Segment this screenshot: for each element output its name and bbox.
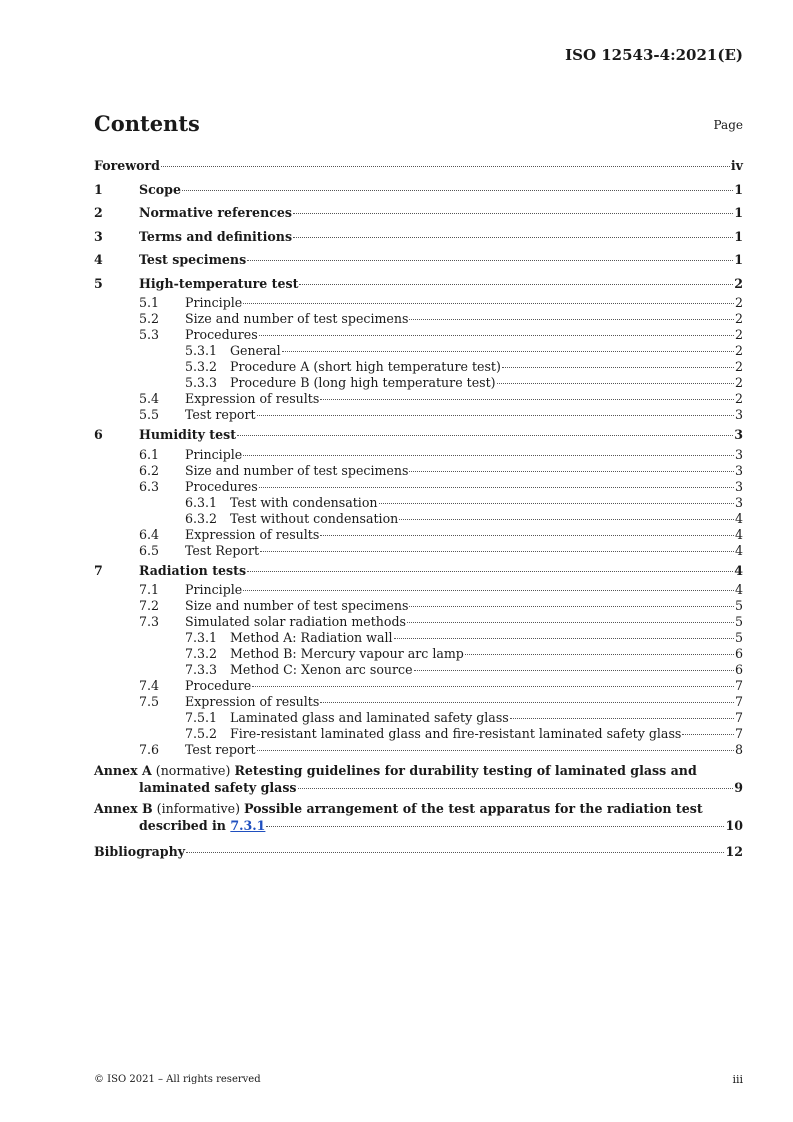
- footer-page-number: iii: [732, 1073, 743, 1086]
- annex-type: (normative): [155, 763, 231, 778]
- annex-label: Annex A: [94, 763, 152, 778]
- toc-entry[interactable]: [94, 154, 743, 178]
- toc-entry[interactable]: [94, 614, 743, 630]
- toc-entry[interactable]: [94, 511, 743, 527]
- toc-entry[interactable]: [94, 295, 743, 311]
- toc-entry-number: 5.4: [139, 391, 160, 406]
- toc-entry-title[interactable]: Method C: Xenon arc source: [230, 662, 413, 677]
- toc-entry[interactable]: [94, 359, 743, 375]
- dot-leader: [682, 734, 734, 735]
- toc-entry[interactable]: [94, 407, 743, 423]
- dot-leader: [182, 190, 733, 191]
- toc-entry-page: 6: [734, 646, 743, 661]
- toc-entry-title[interactable]: Foreword: [94, 158, 160, 173]
- toc-entry-title[interactable]: Test specimens: [139, 252, 247, 267]
- toc-entry-page: 3: [734, 462, 743, 478]
- clause-link[interactable]: 7.3.1: [230, 818, 266, 833]
- toc-entry-page: 4: [734, 562, 743, 578]
- annex-type: (informative): [156, 801, 240, 816]
- toc-entry-title[interactable]: Scope: [139, 181, 181, 197]
- toc-entry-page: 2: [734, 295, 743, 310]
- toc-entry[interactable]: [94, 248, 743, 272]
- toc-entry[interactable]: [94, 710, 743, 726]
- toc-entry-title[interactable]: Procedures: [185, 478, 258, 494]
- annex-title-continued[interactable]: laminated safety glass: [139, 780, 297, 795]
- toc-entry-title[interactable]: Principle: [185, 295, 243, 310]
- annex-page: 9: [734, 780, 743, 795]
- toc-entry-title[interactable]: Radiation tests: [139, 562, 247, 578]
- toc-entry-number: 7.4: [139, 678, 160, 693]
- toc-entry-title[interactable]: Principle: [185, 446, 243, 462]
- toc-entry-number: 6.3.1: [185, 494, 218, 510]
- dot-leader: [465, 654, 734, 655]
- toc-entry-number: 7: [94, 562, 103, 578]
- dot-leader: [379, 503, 734, 504]
- toc-entry-page: 5: [734, 614, 743, 629]
- bibliography-title[interactable]: Bibliography: [94, 844, 186, 859]
- toc-entry[interactable]: [94, 543, 743, 559]
- toc-entry[interactable]: [94, 582, 743, 598]
- toc-entry[interactable]: [94, 527, 743, 543]
- dot-leader: [259, 335, 734, 336]
- toc-entry-title[interactable]: Method B: Mercury vapour arc lamp: [230, 646, 464, 661]
- toc-entry[interactable]: [94, 646, 743, 662]
- toc-entry[interactable]: [94, 559, 743, 583]
- toc-entry[interactable]: [94, 598, 743, 614]
- toc-entry-title[interactable]: Test report: [185, 407, 256, 422]
- toc-entry-page: 7: [734, 710, 743, 725]
- toc-entry-page: 4: [734, 510, 743, 526]
- dot-leader: [247, 571, 733, 572]
- annex-title[interactable]: Retesting guidelines for durability testing of laminated glass and: [234, 763, 697, 778]
- toc-entry-page: 7: [734, 726, 743, 741]
- dot-leader: [247, 260, 733, 261]
- toc-entry-title[interactable]: Test with condensation: [230, 494, 378, 510]
- toc-entry-number: 7.3: [139, 614, 160, 629]
- toc-entry[interactable]: [94, 495, 743, 511]
- toc-entry-title[interactable]: Normative references: [139, 205, 293, 220]
- toc-entry[interactable]: [94, 463, 743, 479]
- toc-entry[interactable]: [94, 423, 743, 447]
- toc-entry-title[interactable]: Expression of results: [185, 694, 320, 709]
- toc-entry-number: 2: [94, 205, 103, 220]
- dot-leader: [257, 750, 734, 751]
- toc-entry-title[interactable]: Humidity test: [139, 427, 237, 442]
- toc-entry-number: 3: [94, 228, 103, 244]
- toc-entry-page: 7: [734, 678, 743, 693]
- toc-entry[interactable]: [94, 479, 743, 495]
- toc-entry-page: 2: [734, 275, 743, 291]
- toc-entry-page: 2: [734, 375, 743, 390]
- dot-leader: [293, 237, 733, 238]
- toc-entry-page: 2: [734, 359, 743, 374]
- toc-entry-number: 6.2: [139, 462, 160, 478]
- dot-leader: [409, 606, 734, 607]
- dot-leader: [293, 213, 733, 214]
- toc-entry-number: 5.3: [139, 327, 160, 342]
- toc-entry-number: 5.3.2: [185, 359, 218, 374]
- toc-entry[interactable]: [94, 678, 743, 694]
- toc-entry-number: 6.4: [139, 526, 160, 542]
- toc-entry[interactable]: [94, 391, 743, 407]
- bibliography-page: 12: [725, 844, 743, 859]
- toc-entry-title[interactable]: Procedures: [185, 327, 258, 342]
- dot-leader: [243, 590, 734, 591]
- toc-entry-page: 4: [734, 526, 743, 542]
- toc-entry[interactable]: [94, 311, 743, 327]
- page-column-label: Page: [713, 118, 743, 132]
- dot-leader: [510, 718, 734, 719]
- toc-entry-page: 3: [734, 494, 743, 510]
- toc-entry-number: 1: [94, 181, 103, 197]
- toc-entry-number: 4: [94, 252, 103, 267]
- toc-annex-entry[interactable]: [94, 800, 743, 834]
- toc-entry-title[interactable]: Procedure: [185, 678, 252, 693]
- toc-entry[interactable]: [94, 272, 743, 296]
- dot-leader: [320, 702, 734, 703]
- dot-leader: [260, 551, 734, 552]
- toc-entry-page: 7: [734, 694, 743, 709]
- toc-entry-page: 2: [734, 343, 743, 358]
- toc-entry-title[interactable]: Size and number of test specimens: [185, 462, 409, 478]
- toc-entry-number: 5.2: [139, 311, 160, 326]
- toc-entry-page: 3: [734, 427, 743, 442]
- toc-entry-title[interactable]: Simulated solar radiation methods: [185, 614, 407, 629]
- toc-entry-number: 6: [94, 427, 103, 442]
- toc-entry-number: 7.6: [139, 742, 160, 757]
- toc-entry[interactable]: [94, 327, 743, 343]
- toc-entry-number: 6.3.2: [185, 510, 218, 526]
- toc-annex-entry[interactable]: [94, 762, 743, 796]
- toc-entry-title[interactable]: Size and number of test specimens: [185, 598, 409, 613]
- dot-leader: [409, 319, 734, 320]
- toc-entry-number: 5: [94, 275, 103, 291]
- toc-entry-number: 7.3.1: [185, 630, 218, 645]
- toc-entry-page: 1: [734, 252, 743, 267]
- annex-page: 10: [725, 818, 743, 833]
- toc-entry[interactable]: [94, 447, 743, 463]
- dot-leader: [266, 826, 724, 827]
- dot-leader: [243, 303, 734, 304]
- toc-entry-number: 5.1: [139, 295, 160, 310]
- toc-entry-number: 7.3.3: [185, 662, 218, 677]
- toc-entry-number: 7.5.2: [185, 726, 218, 741]
- page-title: Contents: [94, 111, 200, 136]
- toc-entry[interactable]: [94, 343, 743, 359]
- toc-entry-title[interactable]: Procedure A (short high temperature test): [230, 359, 501, 374]
- toc-entry-page: 3: [734, 407, 743, 422]
- toc-entry[interactable]: [94, 630, 743, 646]
- dot-leader: [320, 535, 734, 536]
- toc-bibliography-entry[interactable]: [94, 840, 743, 864]
- toc-entry-number: 6.3: [139, 478, 160, 494]
- toc-entry-page: 4: [734, 542, 743, 558]
- toc-entry[interactable]: [94, 375, 743, 391]
- toc-entry[interactable]: [94, 742, 743, 758]
- toc-entry-page: 6: [734, 662, 743, 677]
- dot-leader: [237, 435, 733, 436]
- toc-entry-number: 5.3.1: [185, 343, 218, 358]
- dot-leader: [243, 455, 734, 456]
- toc-entry-title[interactable]: Method A: Radiation wall: [230, 630, 393, 645]
- toc-entry[interactable]: [94, 662, 743, 678]
- dot-leader: [407, 622, 734, 623]
- toc-entry-page: iv: [730, 158, 743, 173]
- dot-leader: [320, 399, 734, 400]
- dot-leader: [497, 383, 734, 384]
- toc-entry-number: 7.5: [139, 694, 160, 709]
- toc-entry-title[interactable]: Principle: [185, 582, 243, 597]
- toc-entry-page: 3: [734, 446, 743, 462]
- toc-entry-title[interactable]: General: [230, 343, 281, 358]
- toc-entry-title[interactable]: High-temperature test: [139, 275, 299, 291]
- toc-entry-number: 7.5.1: [185, 710, 218, 725]
- toc-entry-number: 6.5: [139, 542, 160, 558]
- toc-entry[interactable]: [94, 178, 743, 202]
- toc-entry-page: 2: [734, 311, 743, 326]
- dot-leader: [282, 351, 734, 352]
- toc-entry-page: 1: [734, 228, 743, 244]
- dot-leader: [414, 670, 734, 671]
- annex-title[interactable]: Possible arrangement of the test apparatus for the radiation test: [244, 801, 703, 816]
- toc-entry-title[interactable]: Test without condensation: [230, 510, 399, 526]
- toc-entry-number: 7.1: [139, 582, 160, 597]
- toc-entry-page: 1: [734, 181, 743, 197]
- annex-title-continued[interactable]: described in: [139, 818, 231, 833]
- toc-entry[interactable]: [94, 726, 743, 742]
- toc-entry-title[interactable]: Test report: [185, 742, 256, 757]
- toc-entry[interactable]: [94, 225, 743, 249]
- toc-entry-number: 7.3.2: [185, 646, 218, 661]
- toc-entry-title[interactable]: Expression of results: [185, 391, 320, 406]
- toc-entry-page: 3: [734, 478, 743, 494]
- toc-entry-page: 1: [734, 205, 743, 220]
- dot-leader: [259, 487, 734, 488]
- document-code: ISO 12543-4:2021(E): [565, 46, 743, 64]
- toc-entry-page: 8: [734, 742, 743, 757]
- toc-entry-title[interactable]: Laminated glass and laminated safety glass: [230, 710, 509, 725]
- toc-entry-title[interactable]: Expression of results: [185, 526, 320, 542]
- toc-entry[interactable]: [94, 201, 743, 225]
- dot-leader: [409, 471, 734, 472]
- toc-entry-number: 5.3.3: [185, 375, 218, 390]
- toc-entry-number: 5.5: [139, 407, 160, 422]
- toc-entry-title[interactable]: Test Report: [185, 542, 260, 558]
- toc-entry-number: 7.2: [139, 598, 160, 613]
- toc-entry-page: 5: [734, 598, 743, 613]
- dot-leader: [257, 415, 734, 416]
- toc-entry-page: 4: [734, 582, 743, 597]
- toc-entry-page: 5: [734, 630, 743, 645]
- dot-leader: [502, 367, 734, 368]
- toc-entry-number: 6.1: [139, 446, 160, 462]
- toc-entry-page: 2: [734, 327, 743, 342]
- toc-entry-title[interactable]: Procedure B (long high temperature test): [230, 375, 496, 390]
- toc-entry-title[interactable]: Terms and definitions: [139, 228, 293, 244]
- toc-entry[interactable]: [94, 694, 743, 710]
- dot-leader: [399, 519, 734, 520]
- dot-leader: [299, 284, 733, 285]
- toc-entry-title[interactable]: Size and number of test specimens: [185, 311, 409, 326]
- dot-leader: [161, 166, 730, 167]
- footer-copyright: © ISO 2021 – All rights reserved: [94, 1074, 261, 1085]
- dot-leader: [394, 638, 734, 639]
- dot-leader: [186, 852, 724, 853]
- table-of-contents: [94, 154, 743, 864]
- toc-entry-page: 2: [734, 391, 743, 406]
- dot-leader: [252, 686, 734, 687]
- annex-label: Annex B: [94, 801, 153, 816]
- dot-leader: [298, 788, 734, 789]
- toc-entry-title[interactable]: Fire-resistant laminated glass and fire-resistant laminated safety glass: [230, 726, 682, 741]
